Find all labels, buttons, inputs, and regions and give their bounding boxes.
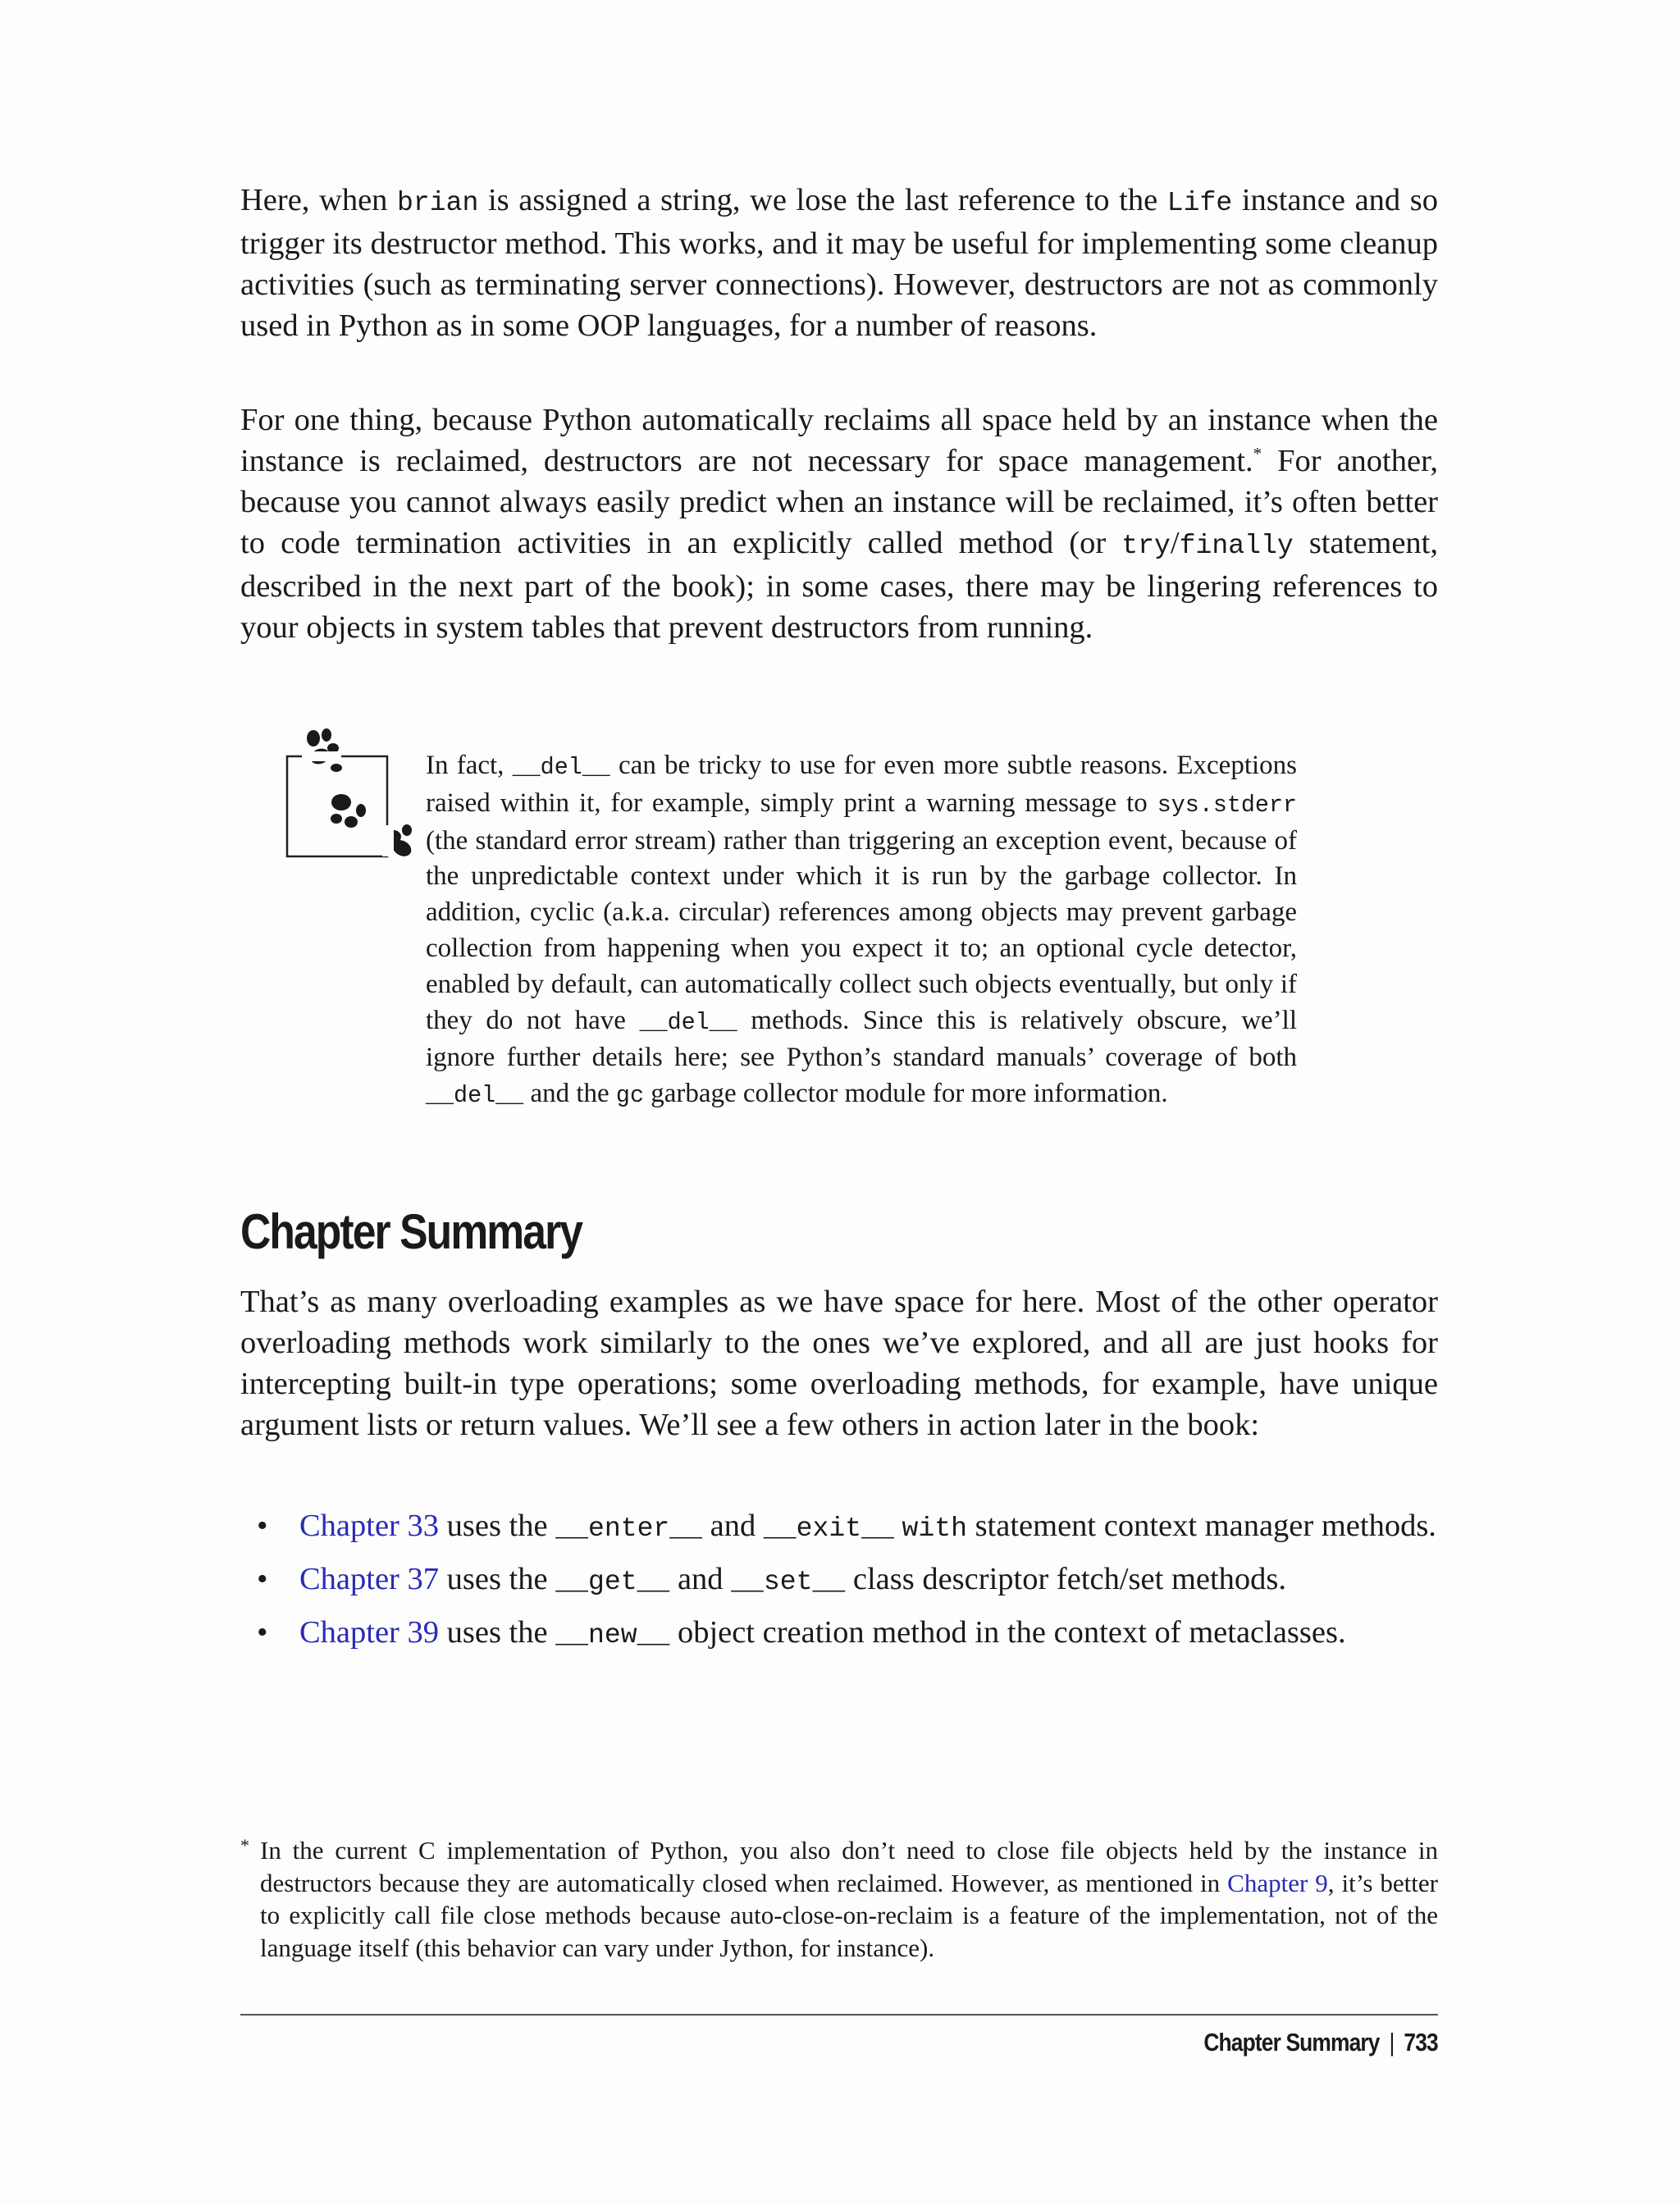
paragraph-destructor-intro: Here, when brian is assigned a string, we lose the last reference to the Life instance and so trigger its destructor method. This works, and it may be useful for implementing some cleanup activities (such as terminating server connections). However, destructors are not as commonly used in Python as in some OOP languages, for a number of reasons.	[240, 183, 1439, 343]
footnote-mark: *	[240, 1835, 249, 1856]
list-item: • Chapter 37 uses the __get__ and __set__ class descriptor fetch/set methods.	[240, 1559, 1438, 1602]
inline-code: __del__	[639, 1008, 737, 1036]
footnote: * In the current C implementation of Python, you also don’t need to close file objects held by the instance in destructors because they are automatically closed when reclaimed. However, as mentioned in Chapter 9, it’s better to explicitly call file close methods because auto-close-on-reclaim is a feature of the implementation, not of the language itself (this behavior can vary under Jython, for instance).	[240, 1834, 1438, 1964]
inline-code: __del__	[512, 754, 610, 781]
paragraph-destructor-reasons: For one thing, because Python automatically reclaims all space held by an instance when the instance is reclaimed, destructors are not necessary for space management.* For another, because you cannot always easily predict when an instance will be reclaimed, it’s often better to code termination activities in an explicitly called method (or try/finally statement, described in the next part of the book); in some cases, there may be lingering references to your objects in system tables that prevent destructors from running.	[240, 403, 1438, 645]
inline-code: __new__	[555, 1619, 670, 1650]
inline-code: __set__	[731, 1566, 846, 1597]
chapter-link[interactable]: Chapter 39	[299, 1615, 439, 1650]
bullet-marker: •	[257, 1562, 268, 1596]
bullet-marker: •	[257, 1615, 268, 1650]
chapter-link[interactable]: Chapter 33	[299, 1509, 439, 1543]
bullet-list	[240, 1505, 1438, 1655]
inline-code: Life	[1166, 187, 1233, 218]
footnote-reference: *	[1253, 444, 1262, 464]
chapter-link[interactable]: Chapter 9	[1227, 1868, 1328, 1897]
summary-paragraph: That’s as many overloading examples as we have space for here. Most of the other operator overloading methods work similarly to the ones we’ve explored, and all are just hooks for intercepting built-in type operations; some overloading methods, for example, have unique argument lists or return values. We’ll see a few others in action later in the book:	[240, 1285, 1438, 1442]
inline-code: __enter__	[555, 1513, 703, 1544]
chapter-link[interactable]: Chapter 37	[299, 1562, 439, 1596]
inline-code: gc	[615, 1082, 644, 1110]
note-callout: In fact, __del__ can be tricky to use for even more subtle reasons. Exceptions raised within it, for example, simply print a warning message to sys.stderr (the standard error stream) rather than triggering an exception event, because of the unpredictable context under which it is run by the garbage collector. In addition, cyclic (a.k.a. circular) references among objects may prevent garbage collection from happening when you expect it to; an optional cycle detector, enabled by default, can automatically collect such objects eventually, but only if they do not have __del__ methods. Since this is relatively obscure, we’ll ignore further details here; see Python’s standard manuals’ coverage of both __del__ and the gc garbage collector module for more information.	[426, 751, 1297, 1110]
animal-tracks-icon	[279, 722, 427, 870]
footer-rule	[240, 2014, 1438, 2016]
page-footer	[1204, 2023, 1438, 2062]
section-heading: Chapter Summary	[240, 1204, 582, 1259]
inline-code: brian	[397, 187, 479, 218]
inline-code: try	[1121, 530, 1171, 561]
inline-code: with	[902, 1513, 967, 1544]
inline-code: __exit__	[763, 1513, 894, 1544]
inline-code: finally	[1179, 530, 1294, 561]
inline-code: sys.stderr	[1157, 791, 1297, 819]
list-item: • Chapter 39 uses the __new__ object creation method in the context of metaclasses.	[240, 1612, 1438, 1655]
page-number: 733	[1404, 2028, 1438, 2057]
footer-separator: |	[1389, 2028, 1395, 2057]
inline-code: __get__	[555, 1566, 670, 1597]
list-item: • Chapter 33 uses the __enter__ and __exit__ with statement context manager methods.	[240, 1505, 1438, 1549]
running-footer-title: Chapter Summary	[1203, 2028, 1380, 2057]
inline-code: __del__	[426, 1082, 524, 1110]
bullet-marker: •	[257, 1509, 268, 1543]
